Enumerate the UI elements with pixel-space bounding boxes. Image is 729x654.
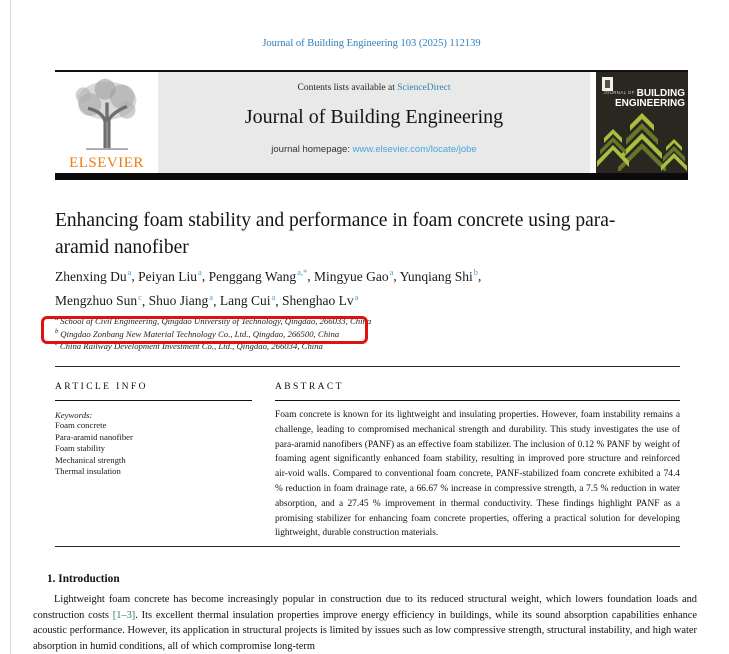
author-affiliation-mark: a	[354, 291, 359, 302]
keyword-item: Foam stability	[55, 443, 105, 454]
cover-trees-graphic	[596, 109, 688, 171]
keyword-item: Mechanical strength	[55, 454, 126, 465]
author-affiliation-mark: a	[198, 267, 202, 277]
author: Mengzhuo Sun$^c$	[55, 291, 142, 308]
contents-text: Contents lists available at	[297, 83, 398, 93]
sciencedirect-link[interactable]: ScienceDirect	[397, 83, 451, 93]
cover-line2: ENGINEERING	[614, 98, 685, 109]
article-title: Enhancing foam stability and performance in foam concrete using para-aramid nanofiber	[55, 210, 616, 258]
highlight-annotation-box	[41, 316, 368, 344]
homepage-label: journal homepage:	[271, 144, 353, 155]
abstract-text: Foam concrete is known for its lightweight and insulating properties. However, foam instability remains a challenge, leading to compromised mechanical strength and durability. This study investigates the use of para-aramid nanofibers (PANF) as an effective foam stabilizer. The inclusion of 0.12 % PANF by weight of foaming agent significantly enhanced foam stability, resulting in improved pore structure and reinforced air-void walls. Compared to conventional foam concrete, PANF-stabilized foam concrete exhibited a 74.4 % reduction in foam drainage rate, a 66.67 % increase in compressive strength, a 7.5 % reduction in water absorption, and a 27.45 % improvement in thermal conductivity. These findings highlight PANF as a promising stabilizer for enhancing foam concrete properties, offering a practical solution for developing lightweight, durable construction materials.	[275, 410, 680, 539]
section-divider-rule	[55, 546, 680, 547]
affiliation: $^b$ Qingdao Zonbang New Material Technology Co., Ltd., Qingdao, 266500, China	[55, 327, 340, 339]
keyword-item: Para-aramid nanofiber	[55, 431, 133, 442]
author-affiliation-mark: a	[209, 291, 214, 302]
journal-reference: Journal of Building Engineering 103 (2025) 112139	[262, 38, 481, 49]
author: Zhenxing Du$^a$	[55, 267, 132, 284]
abstract-rule	[275, 400, 680, 401]
abstract-heading: ABSTRACT	[275, 382, 344, 392]
page-edge-line	[10, 0, 11, 654]
introduction-heading: 1. Introduction	[47, 573, 120, 585]
journal-info-box	[158, 72, 590, 173]
elsevier-tree-icon	[69, 74, 145, 152]
article-info-heading: ARTICLE INFO	[55, 382, 148, 392]
affiliation: $^c$ China Railway Development Investment Co., Ltd., Qingdao, 266034, China	[55, 340, 323, 352]
author-affiliation-mark: c	[138, 291, 142, 302]
abstract-column	[275, 382, 680, 541]
article-info-column	[55, 382, 255, 478]
author-affiliation-mark: a	[127, 267, 132, 277]
cover-title	[603, 88, 685, 109]
author: Shuo Jiang$^a$	[148, 291, 214, 308]
journal-cover	[596, 72, 688, 173]
author-affiliation-mark: a	[271, 291, 276, 302]
homepage-line	[158, 144, 590, 155]
affiliation: $^a$ School of Civil Engineering, Qingdao University of Technology, Qingdao, 266033, China	[55, 315, 372, 326]
journal-title: Journal of Building Engineering	[244, 106, 504, 128]
author: Shenghao Lv$^a$	[281, 291, 359, 308]
article-info-rule	[55, 400, 252, 401]
elsevier-wordmark: ELSEVIER	[69, 155, 144, 171]
author-affiliation-mark: a	[389, 267, 394, 277]
author: Penggang Wang$^{a,*}$	[208, 267, 308, 284]
keyword-item: Foam concrete	[55, 420, 107, 430]
cover-mark-glyph	[605, 80, 610, 88]
intro-text: Lightweight foam concrete has become increasingly popular in construction due to its reduced structural weight, which lowers foundation loads and construction costs	[33, 594, 697, 621]
author-affiliation-mark: a,*	[297, 267, 308, 277]
author: Yunqiang Shi$^b$	[399, 267, 479, 284]
author: Mingyue Gao$^a$	[314, 267, 394, 284]
cover-line1: BUILDING	[636, 88, 685, 99]
keywords-label: Keywords:	[55, 410, 93, 420]
keyword-item: Thermal insulation	[55, 466, 121, 477]
contents-line	[158, 83, 590, 93]
banner-bottom-bar	[55, 173, 688, 180]
author-affiliation-mark: b	[473, 267, 479, 277]
author: Peiyan Liu$^a$	[138, 267, 202, 284]
citation-link[interactable]: [1–3]	[112, 609, 136, 621]
journal-header-banner	[55, 70, 688, 180]
author: Lang Cui$^a$	[219, 291, 276, 308]
section-divider-rule	[55, 366, 680, 367]
intro-text: . Its excellent thermal insulation properties improve energy efficiency in buildings, while its sound absorption capabilities enhance acoustic performance. However, its application in structural projects is limited by issues such as low compressive strength, structural instability, and high water absorption in humid conditions, all of which compromise long-term	[33, 609, 698, 652]
author-list: Zhenxing Du$^a$, Peiyan Liu$^a$, Penggang Wang$^{a,*}$, Mingyue Gao$^a$, Yunqiang Shi$^b$, Mengzhuo Sun$^c$, Shuo Jiang$^a$, Lang Cui$^a$, Shenghao Lv$^a$	[55, 267, 482, 308]
homepage-link[interactable]: www.elsevier.com/locate/jobe	[352, 144, 477, 155]
cover-journal-of: JOURNAL OF	[603, 90, 635, 95]
elsevier-logo	[55, 72, 158, 173]
introduction-paragraph	[33, 592, 697, 654]
